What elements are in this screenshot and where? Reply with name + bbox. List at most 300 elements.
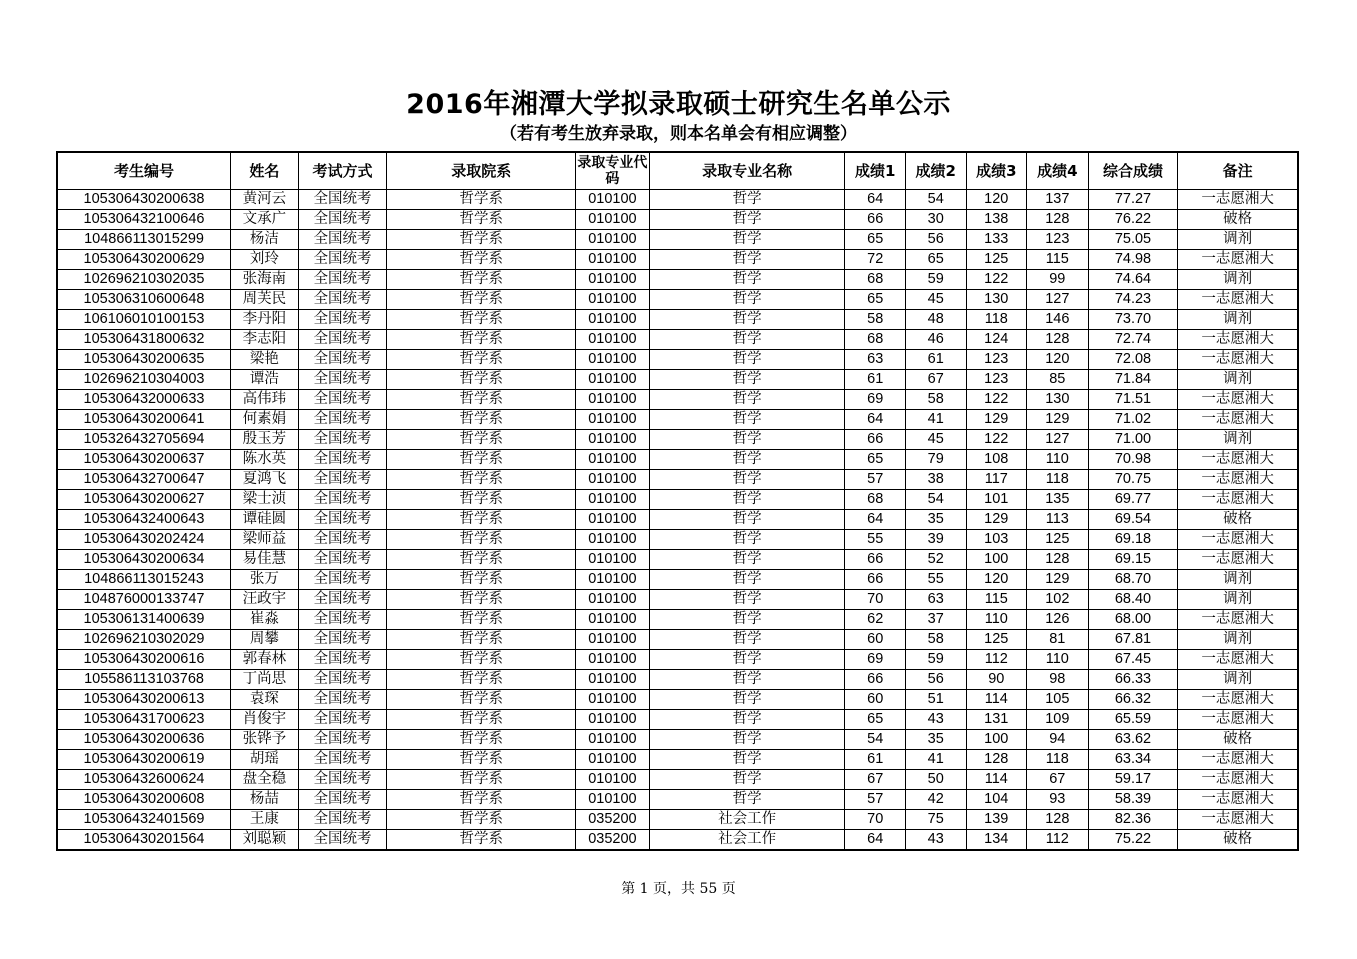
cell-department: 哲学系 <box>387 590 576 610</box>
cell-exam-mode: 全国统考 <box>298 750 387 770</box>
cell-score-1: 57 <box>845 470 906 490</box>
cell-exam-mode: 全国统考 <box>298 710 387 730</box>
cell-score-4: 99 <box>1027 270 1089 290</box>
table-row <box>57 550 1298 570</box>
cell-department: 哲学系 <box>387 670 576 690</box>
cell-name: 周芙民 <box>231 290 299 310</box>
table-row <box>57 350 1298 370</box>
cell-department: 哲学系 <box>387 430 576 450</box>
cell-score-4: 118 <box>1027 750 1089 770</box>
cell-score-2: 56 <box>905 670 966 690</box>
cell-score-1: 66 <box>845 210 906 230</box>
table-row <box>57 410 1298 430</box>
cell-score-4: 129 <box>1027 570 1089 590</box>
cell-name: 张铧予 <box>231 730 299 750</box>
cell-major-code: 010100 <box>576 790 650 810</box>
cell-name: 胡瑶 <box>231 750 299 770</box>
cell-exam-id: 105586113103768 <box>57 670 231 690</box>
cell-remarks: 调剂 <box>1178 430 1298 450</box>
cell-total-score: 69.15 <box>1088 550 1178 570</box>
table-row <box>57 210 1298 230</box>
cell-department: 哲学系 <box>387 790 576 810</box>
cell-score-3: 117 <box>966 470 1027 490</box>
cell-major-name: 哲学 <box>649 410 845 430</box>
cell-major-name: 哲学 <box>649 310 845 330</box>
cell-total-score: 74.23 <box>1088 290 1178 310</box>
cell-remarks: 一志愿湘大 <box>1178 450 1298 470</box>
cell-score-1: 65 <box>845 290 906 310</box>
table-row <box>57 510 1298 530</box>
cell-score-1: 68 <box>845 490 906 510</box>
table-row <box>57 310 1298 330</box>
cell-major-code: 010100 <box>576 750 650 770</box>
cell-exam-mode: 全国统考 <box>298 610 387 630</box>
cell-exam-mode: 全国统考 <box>298 590 387 610</box>
cell-exam-mode: 全国统考 <box>298 690 387 710</box>
col-header-exam-id: 考生编号 <box>57 152 231 190</box>
cell-remarks: 一志愿湘大 <box>1178 410 1298 430</box>
cell-score-4: 137 <box>1027 190 1089 210</box>
cell-score-2: 79 <box>905 450 966 470</box>
cell-total-score: 66.32 <box>1088 690 1178 710</box>
cell-department: 哲学系 <box>387 190 576 210</box>
cell-name: 汪政宇 <box>231 590 299 610</box>
cell-major-code: 010100 <box>576 630 650 650</box>
cell-exam-mode: 全国统考 <box>298 430 387 450</box>
table-row <box>57 190 1298 210</box>
cell-exam-mode: 全国统考 <box>298 250 387 270</box>
cell-major-name: 哲学 <box>649 210 845 230</box>
cell-major-code: 010100 <box>576 350 650 370</box>
cell-score-1: 65 <box>845 450 906 470</box>
cell-major-name: 哲学 <box>649 330 845 350</box>
cell-total-score: 71.51 <box>1088 390 1178 410</box>
cell-remarks: 调剂 <box>1178 230 1298 250</box>
cell-exam-id: 105306432700647 <box>57 470 231 490</box>
cell-total-score: 70.98 <box>1088 450 1178 470</box>
cell-major-code: 010100 <box>576 210 650 230</box>
cell-score-4: 109 <box>1027 710 1089 730</box>
cell-total-score: 68.00 <box>1088 610 1178 630</box>
cell-department: 哲学系 <box>387 510 576 530</box>
cell-total-score: 69.18 <box>1088 530 1178 550</box>
cell-remarks: 调剂 <box>1178 630 1298 650</box>
cell-name: 周攀 <box>231 630 299 650</box>
cell-score-3: 120 <box>966 190 1027 210</box>
cell-score-3: 110 <box>966 610 1027 630</box>
cell-exam-mode: 全国统考 <box>298 190 387 210</box>
cell-remarks: 一志愿湘大 <box>1178 470 1298 490</box>
cell-score-4: 127 <box>1027 430 1089 450</box>
col-header-exam-mode: 考试方式 <box>298 152 387 190</box>
cell-remarks: 一志愿湘大 <box>1178 530 1298 550</box>
cell-score-3: 130 <box>966 290 1027 310</box>
cell-name: 盘全稳 <box>231 770 299 790</box>
cell-score-4: 135 <box>1027 490 1089 510</box>
cell-name: 杨洁 <box>231 230 299 250</box>
cell-exam-mode: 全国统考 <box>298 770 387 790</box>
cell-total-score: 67.81 <box>1088 630 1178 650</box>
cell-exam-id: 105306431800632 <box>57 330 231 350</box>
cell-exam-mode: 全国统考 <box>298 670 387 690</box>
cell-total-score: 63.34 <box>1088 750 1178 770</box>
table-row <box>57 570 1298 590</box>
cell-major-name: 哲学 <box>649 790 845 810</box>
cell-department: 哲学系 <box>387 350 576 370</box>
cell-remarks: 一志愿湘大 <box>1178 650 1298 670</box>
cell-remarks: 一志愿湘大 <box>1178 790 1298 810</box>
cell-major-code: 010100 <box>576 370 650 390</box>
cell-major-name: 哲学 <box>649 750 845 770</box>
cell-total-score: 73.70 <box>1088 310 1178 330</box>
cell-major-name: 哲学 <box>649 630 845 650</box>
cell-name: 梁士浈 <box>231 490 299 510</box>
cell-score-3: 123 <box>966 370 1027 390</box>
cell-major-name: 哲学 <box>649 570 845 590</box>
table-row <box>57 450 1298 470</box>
cell-score-3: 90 <box>966 670 1027 690</box>
cell-score-1: 61 <box>845 370 906 390</box>
table-row <box>57 590 1298 610</box>
cell-major-code: 010100 <box>576 470 650 490</box>
cell-score-3: 131 <box>966 710 1027 730</box>
cell-remarks: 一志愿湘大 <box>1178 750 1298 770</box>
cell-exam-mode: 全国统考 <box>298 550 387 570</box>
table-row <box>57 670 1298 690</box>
cell-remarks: 调剂 <box>1178 670 1298 690</box>
cell-score-2: 46 <box>905 330 966 350</box>
cell-name: 易佳慧 <box>231 550 299 570</box>
cell-score-3: 115 <box>966 590 1027 610</box>
cell-major-code: 010100 <box>576 190 650 210</box>
cell-total-score: 76.22 <box>1088 210 1178 230</box>
col-header-name: 姓名 <box>231 152 299 190</box>
cell-score-2: 67 <box>905 370 966 390</box>
cell-score-1: 63 <box>845 350 906 370</box>
cell-score-3: 139 <box>966 810 1027 830</box>
cell-exam-id: 105306431700623 <box>57 710 231 730</box>
cell-score-1: 66 <box>845 570 906 590</box>
cell-score-1: 54 <box>845 730 906 750</box>
cell-score-3: 125 <box>966 630 1027 650</box>
cell-department: 哲学系 <box>387 450 576 470</box>
cell-score-2: 55 <box>905 570 966 590</box>
cell-score-4: 93 <box>1027 790 1089 810</box>
cell-exam-mode: 全国统考 <box>298 330 387 350</box>
cell-score-1: 67 <box>845 770 906 790</box>
col-header-major-code: 录取专业代码 <box>576 152 650 190</box>
cell-exam-mode: 全国统考 <box>298 450 387 470</box>
cell-name: 丁尚思 <box>231 670 299 690</box>
cell-exam-id: 106106010100153 <box>57 310 231 330</box>
table-header-row <box>57 152 1298 190</box>
cell-name: 文承广 <box>231 210 299 230</box>
cell-major-name: 哲学 <box>649 250 845 270</box>
cell-remarks: 一志愿湘大 <box>1178 390 1298 410</box>
cell-exam-mode: 全国统考 <box>298 790 387 810</box>
cell-score-1: 57 <box>845 790 906 810</box>
cell-total-score: 82.36 <box>1088 810 1178 830</box>
cell-department: 哲学系 <box>387 250 576 270</box>
col-header-department: 录取院系 <box>387 152 576 190</box>
cell-remarks: 调剂 <box>1178 370 1298 390</box>
cell-major-name: 哲学 <box>649 650 845 670</box>
cell-score-1: 61 <box>845 750 906 770</box>
cell-score-2: 38 <box>905 470 966 490</box>
cell-exam-id: 105306432400643 <box>57 510 231 530</box>
cell-exam-id: 105306430200635 <box>57 350 231 370</box>
col-header-score-4: 成绩4 <box>1027 152 1089 190</box>
cell-score-2: 35 <box>905 730 966 750</box>
cell-exam-mode: 全国统考 <box>298 650 387 670</box>
col-header-remarks: 备注 <box>1178 152 1298 190</box>
cell-major-name: 哲学 <box>649 770 845 790</box>
cell-score-4: 105 <box>1027 690 1089 710</box>
cell-major-name: 社会工作 <box>649 810 845 830</box>
cell-exam-id: 105306430200627 <box>57 490 231 510</box>
cell-remarks: 一志愿湘大 <box>1178 190 1298 210</box>
cell-score-4: 118 <box>1027 470 1089 490</box>
cell-exam-id: 104876000133747 <box>57 590 231 610</box>
cell-score-2: 61 <box>905 350 966 370</box>
cell-remarks: 调剂 <box>1178 590 1298 610</box>
cell-total-score: 74.98 <box>1088 250 1178 270</box>
cell-score-2: 58 <box>905 630 966 650</box>
cell-exam-id: 102696210304003 <box>57 370 231 390</box>
cell-major-name: 哲学 <box>649 390 845 410</box>
cell-major-code: 010100 <box>576 430 650 450</box>
cell-remarks: 一志愿湘大 <box>1178 690 1298 710</box>
cell-remarks: 一志愿湘大 <box>1178 810 1298 830</box>
cell-score-4: 102 <box>1027 590 1089 610</box>
cell-major-code: 010100 <box>576 310 650 330</box>
cell-major-code: 035200 <box>576 810 650 830</box>
cell-score-1: 65 <box>845 710 906 730</box>
cell-department: 哲学系 <box>387 330 576 350</box>
cell-name: 王康 <box>231 810 299 830</box>
cell-name: 张海南 <box>231 270 299 290</box>
cell-major-name: 哲学 <box>649 590 845 610</box>
cell-major-code: 010100 <box>576 710 650 730</box>
table-body <box>57 190 1298 851</box>
cell-remarks: 破格 <box>1178 830 1298 851</box>
cell-exam-id: 105306432100646 <box>57 210 231 230</box>
cell-score-3: 133 <box>966 230 1027 250</box>
cell-exam-id: 104866113015299 <box>57 230 231 250</box>
table-row <box>57 290 1298 310</box>
cell-exam-mode: 全国统考 <box>298 390 387 410</box>
cell-score-4: 126 <box>1027 610 1089 630</box>
cell-major-code: 010100 <box>576 510 650 530</box>
cell-score-1: 58 <box>845 310 906 330</box>
cell-major-name: 哲学 <box>649 430 845 450</box>
cell-score-3: 108 <box>966 450 1027 470</box>
cell-major-code: 010100 <box>576 490 650 510</box>
cell-score-1: 68 <box>845 270 906 290</box>
cell-exam-mode: 全国统考 <box>298 470 387 490</box>
cell-name: 杨喆 <box>231 790 299 810</box>
cell-score-4: 128 <box>1027 810 1089 830</box>
cell-name: 谭浩 <box>231 370 299 390</box>
cell-major-name: 哲学 <box>649 510 845 530</box>
cell-remarks: 一志愿湘大 <box>1178 770 1298 790</box>
cell-exam-id: 105306432600624 <box>57 770 231 790</box>
cell-score-4: 125 <box>1027 530 1089 550</box>
cell-score-2: 41 <box>905 410 966 430</box>
cell-department: 哲学系 <box>387 210 576 230</box>
cell-department: 哲学系 <box>387 710 576 730</box>
cell-remarks: 破格 <box>1178 210 1298 230</box>
cell-score-3: 114 <box>966 770 1027 790</box>
cell-name: 袁琛 <box>231 690 299 710</box>
cell-total-score: 72.74 <box>1088 330 1178 350</box>
table-row <box>57 270 1298 290</box>
cell-exam-id: 105306430200629 <box>57 250 231 270</box>
cell-score-4: 113 <box>1027 510 1089 530</box>
cell-name: 崔淼 <box>231 610 299 630</box>
cell-score-1: 72 <box>845 250 906 270</box>
cell-total-score: 68.70 <box>1088 570 1178 590</box>
cell-major-name: 哲学 <box>649 710 845 730</box>
cell-score-3: 103 <box>966 530 1027 550</box>
cell-major-code: 010100 <box>576 270 650 290</box>
cell-score-1: 60 <box>845 690 906 710</box>
cell-major-name: 哲学 <box>649 490 845 510</box>
cell-exam-id: 104866113015243 <box>57 570 231 590</box>
cell-major-code: 010100 <box>576 690 650 710</box>
cell-score-3: 128 <box>966 750 1027 770</box>
cell-exam-id: 105306430200616 <box>57 650 231 670</box>
col-header-major-name: 录取专业名称 <box>649 152 845 190</box>
cell-score-4: 127 <box>1027 290 1089 310</box>
table-row <box>57 370 1298 390</box>
cell-score-3: 100 <box>966 550 1027 570</box>
cell-score-1: 64 <box>845 190 906 210</box>
cell-exam-mode: 全国统考 <box>298 510 387 530</box>
cell-score-4: 98 <box>1027 670 1089 690</box>
table-row <box>57 690 1298 710</box>
cell-exam-id: 105306310600648 <box>57 290 231 310</box>
cell-score-2: 54 <box>905 190 966 210</box>
cell-name: 张万 <box>231 570 299 590</box>
table-row <box>57 470 1298 490</box>
cell-department: 哲学系 <box>387 770 576 790</box>
cell-name: 肖俊宇 <box>231 710 299 730</box>
cell-total-score: 58.39 <box>1088 790 1178 810</box>
table-row <box>57 810 1298 830</box>
cell-major-name: 哲学 <box>649 550 845 570</box>
cell-score-1: 66 <box>845 550 906 570</box>
cell-major-name: 社会工作 <box>649 830 845 851</box>
cell-major-name: 哲学 <box>649 270 845 290</box>
cell-score-4: 85 <box>1027 370 1089 390</box>
cell-score-3: 104 <box>966 790 1027 810</box>
page-number: 第 1 页，共 55 页 <box>621 881 736 897</box>
cell-score-1: 64 <box>845 410 906 430</box>
cell-exam-id: 105306430200619 <box>57 750 231 770</box>
cell-score-2: 65 <box>905 250 966 270</box>
cell-major-code: 010100 <box>576 330 650 350</box>
cell-name: 梁师益 <box>231 530 299 550</box>
cell-department: 哲学系 <box>387 490 576 510</box>
cell-total-score: 69.54 <box>1088 510 1178 530</box>
cell-exam-mode: 全国统考 <box>298 210 387 230</box>
table-row <box>57 770 1298 790</box>
cell-score-2: 48 <box>905 310 966 330</box>
cell-score-1: 66 <box>845 430 906 450</box>
table-row <box>57 610 1298 630</box>
page-subtitle: （若有考生放弃录取，则本名单会有相应调整） <box>500 124 857 144</box>
cell-major-name: 哲学 <box>649 190 845 210</box>
cell-score-4: 129 <box>1027 410 1089 430</box>
cell-score-3: 122 <box>966 430 1027 450</box>
admission-table <box>56 151 1299 851</box>
cell-department: 哲学系 <box>387 550 576 570</box>
cell-score-1: 68 <box>845 330 906 350</box>
cell-exam-id: 102696210302035 <box>57 270 231 290</box>
cell-major-code: 010100 <box>576 290 650 310</box>
cell-total-score: 74.64 <box>1088 270 1178 290</box>
cell-score-2: 75 <box>905 810 966 830</box>
cell-score-2: 37 <box>905 610 966 630</box>
cell-exam-id: 105306430200613 <box>57 690 231 710</box>
cell-total-score: 67.45 <box>1088 650 1178 670</box>
cell-name: 刘聪颖 <box>231 830 299 851</box>
cell-department: 哲学系 <box>387 830 576 851</box>
page-title: 2016年湘潭大学拟录取硕士研究生名单公示 <box>406 89 951 120</box>
cell-score-3: 118 <box>966 310 1027 330</box>
cell-score-4: 130 <box>1027 390 1089 410</box>
cell-exam-id: 102696210302029 <box>57 630 231 650</box>
cell-department: 哲学系 <box>387 810 576 830</box>
cell-major-code: 010100 <box>576 390 650 410</box>
cell-score-4: 110 <box>1027 450 1089 470</box>
cell-score-4: 94 <box>1027 730 1089 750</box>
cell-score-2: 43 <box>905 830 966 851</box>
cell-major-code: 010100 <box>576 530 650 550</box>
cell-total-score: 77.27 <box>1088 190 1178 210</box>
cell-score-4: 128 <box>1027 210 1089 230</box>
cell-name: 殷玉芳 <box>231 430 299 450</box>
cell-major-code: 010100 <box>576 570 650 590</box>
cell-department: 哲学系 <box>387 630 576 650</box>
cell-exam-mode: 全国统考 <box>298 490 387 510</box>
cell-exam-mode: 全国统考 <box>298 570 387 590</box>
table-row <box>57 830 1298 851</box>
table-row <box>57 730 1298 750</box>
cell-exam-id: 105306430201564 <box>57 830 231 851</box>
cell-exam-mode: 全国统考 <box>298 290 387 310</box>
cell-remarks: 调剂 <box>1178 270 1298 290</box>
cell-score-1: 64 <box>845 830 906 851</box>
cell-score-3: 124 <box>966 330 1027 350</box>
cell-remarks: 一志愿湘大 <box>1178 610 1298 630</box>
cell-exam-mode: 全国统考 <box>298 530 387 550</box>
cell-score-4: 123 <box>1027 230 1089 250</box>
cell-score-4: 110 <box>1027 650 1089 670</box>
cell-exam-id: 105306432401569 <box>57 810 231 830</box>
cell-exam-id: 105306430200634 <box>57 550 231 570</box>
cell-remarks: 破格 <box>1178 510 1298 530</box>
cell-remarks: 一志愿湘大 <box>1178 350 1298 370</box>
cell-score-1: 70 <box>845 590 906 610</box>
cell-score-2: 50 <box>905 770 966 790</box>
cell-score-3: 112 <box>966 650 1027 670</box>
cell-major-code: 010100 <box>576 250 650 270</box>
cell-name: 夏鸿飞 <box>231 470 299 490</box>
cell-score-2: 41 <box>905 750 966 770</box>
cell-department: 哲学系 <box>387 470 576 490</box>
